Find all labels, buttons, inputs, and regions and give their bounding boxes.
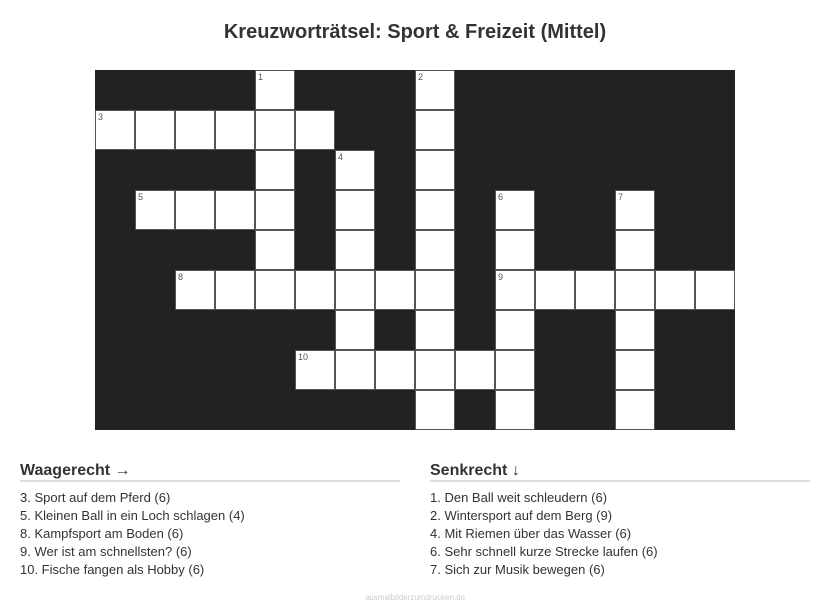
crossword-cell[interactable] [415,190,455,230]
crossword-cell[interactable] [135,110,175,150]
clue-item: 3. Sport auf dem Pferd (6) [20,490,171,505]
crossword-cell[interactable] [375,350,415,390]
crossword-cell[interactable] [255,70,295,110]
down-heading: Senkrecht ↓ [430,461,810,482]
clue-item: 10. Fische fangen als Hobby (6) [20,562,205,577]
crossword-cell[interactable] [335,270,375,310]
crossword-cell[interactable] [615,230,655,270]
crossword-cell[interactable] [175,270,215,310]
clue-item: 2. Wintersport auf dem Berg (9) [430,508,613,523]
crossword-cell[interactable] [175,110,215,150]
crossword-cell[interactable] [255,190,295,230]
crossword-cell[interactable] [655,270,695,310]
clue-number: 6 [498,192,504,202]
clue-number: 5 [138,192,144,202]
crossword-cell[interactable] [695,270,735,310]
clue-number: 2 [418,72,424,82]
crossword-cell[interactable] [495,390,535,430]
clue-item: 1. Den Ball weit schleudern (6) [430,490,608,505]
crossword-grid [95,70,735,430]
crossword-cell[interactable] [215,110,255,150]
clue-item: 5. Kleinen Ball in ein Loch schlagen (4) [20,508,245,523]
clue-number: 4 [338,152,344,162]
crossword-cell[interactable] [175,190,215,230]
crossword-cell[interactable] [495,310,535,350]
crossword-cell[interactable] [215,190,255,230]
crossword-cell[interactable] [335,350,375,390]
crossword-cell[interactable] [415,310,455,350]
crossword-cell[interactable] [255,230,295,270]
crossword-cell[interactable] [415,110,455,150]
crossword-cell[interactable] [255,110,295,150]
clue-item: 8. Kampfsport am Boden (6) [20,526,184,541]
crossword-cell[interactable] [295,110,335,150]
crossword-cell[interactable] [535,270,575,310]
crossword-cell[interactable] [295,350,335,390]
crossword-cell[interactable] [215,270,255,310]
crossword-cell[interactable] [95,110,135,150]
across-heading: Waagerecht → [20,461,400,482]
crossword-cell[interactable] [335,230,375,270]
down-clue-list [430,489,810,579]
clue-number: 10 [298,352,309,362]
crossword-cell[interactable] [495,230,535,270]
crossword-cell[interactable] [415,70,455,110]
crossword-cell[interactable] [615,350,655,390]
crossword-cell[interactable] [495,190,535,230]
crossword-cell[interactable] [495,350,535,390]
page-title: Kreuzworträtsel: Sport & Freizeit (Mittel) [223,21,607,43]
clue-item: 7. Sich zur Musik bewegen (6) [430,562,605,577]
crossword-cell[interactable] [575,270,615,310]
crossword-cell[interactable] [415,150,455,190]
crossword-cell[interactable] [615,190,655,230]
clue-item: 4. Mit Riemen über das Wasser (6) [430,526,632,541]
crossword-cell[interactable] [415,350,455,390]
crossword-cell[interactable] [455,350,495,390]
clue-number: 1 [258,72,264,82]
crossword-cell[interactable] [615,390,655,430]
crossword-cell[interactable] [255,270,295,310]
clue-number: 3 [98,112,104,122]
clue-item: 6. Sehr schnell kurze Strecke laufen (6) [430,544,658,559]
crossword-cell[interactable] [495,270,535,310]
crossword-cell[interactable] [295,270,335,310]
crossword-cell[interactable] [335,190,375,230]
crossword-cell[interactable] [415,230,455,270]
crossword-cell[interactable] [135,190,175,230]
crossword-cell[interactable] [335,310,375,350]
across-clues [20,461,400,579]
crossword-cell[interactable] [375,270,415,310]
clue-number: 7 [618,192,624,202]
crossword-cell[interactable] [255,150,295,190]
crossword-cell[interactable] [415,390,455,430]
clue-number: 9 [498,272,504,282]
footer-watermark: ausmalbilderzumdrucken.de [364,593,466,602]
across-clue-list [20,489,400,579]
clue-item: 9. Wer ist am schnellsten? (6) [20,544,192,559]
crossword-cell[interactable] [335,150,375,190]
clue-number: 8 [178,272,184,282]
crossword-cell[interactable] [415,270,455,310]
crossword-cell[interactable] [615,270,655,310]
down-clues [430,461,810,579]
crossword-cell[interactable] [615,310,655,350]
